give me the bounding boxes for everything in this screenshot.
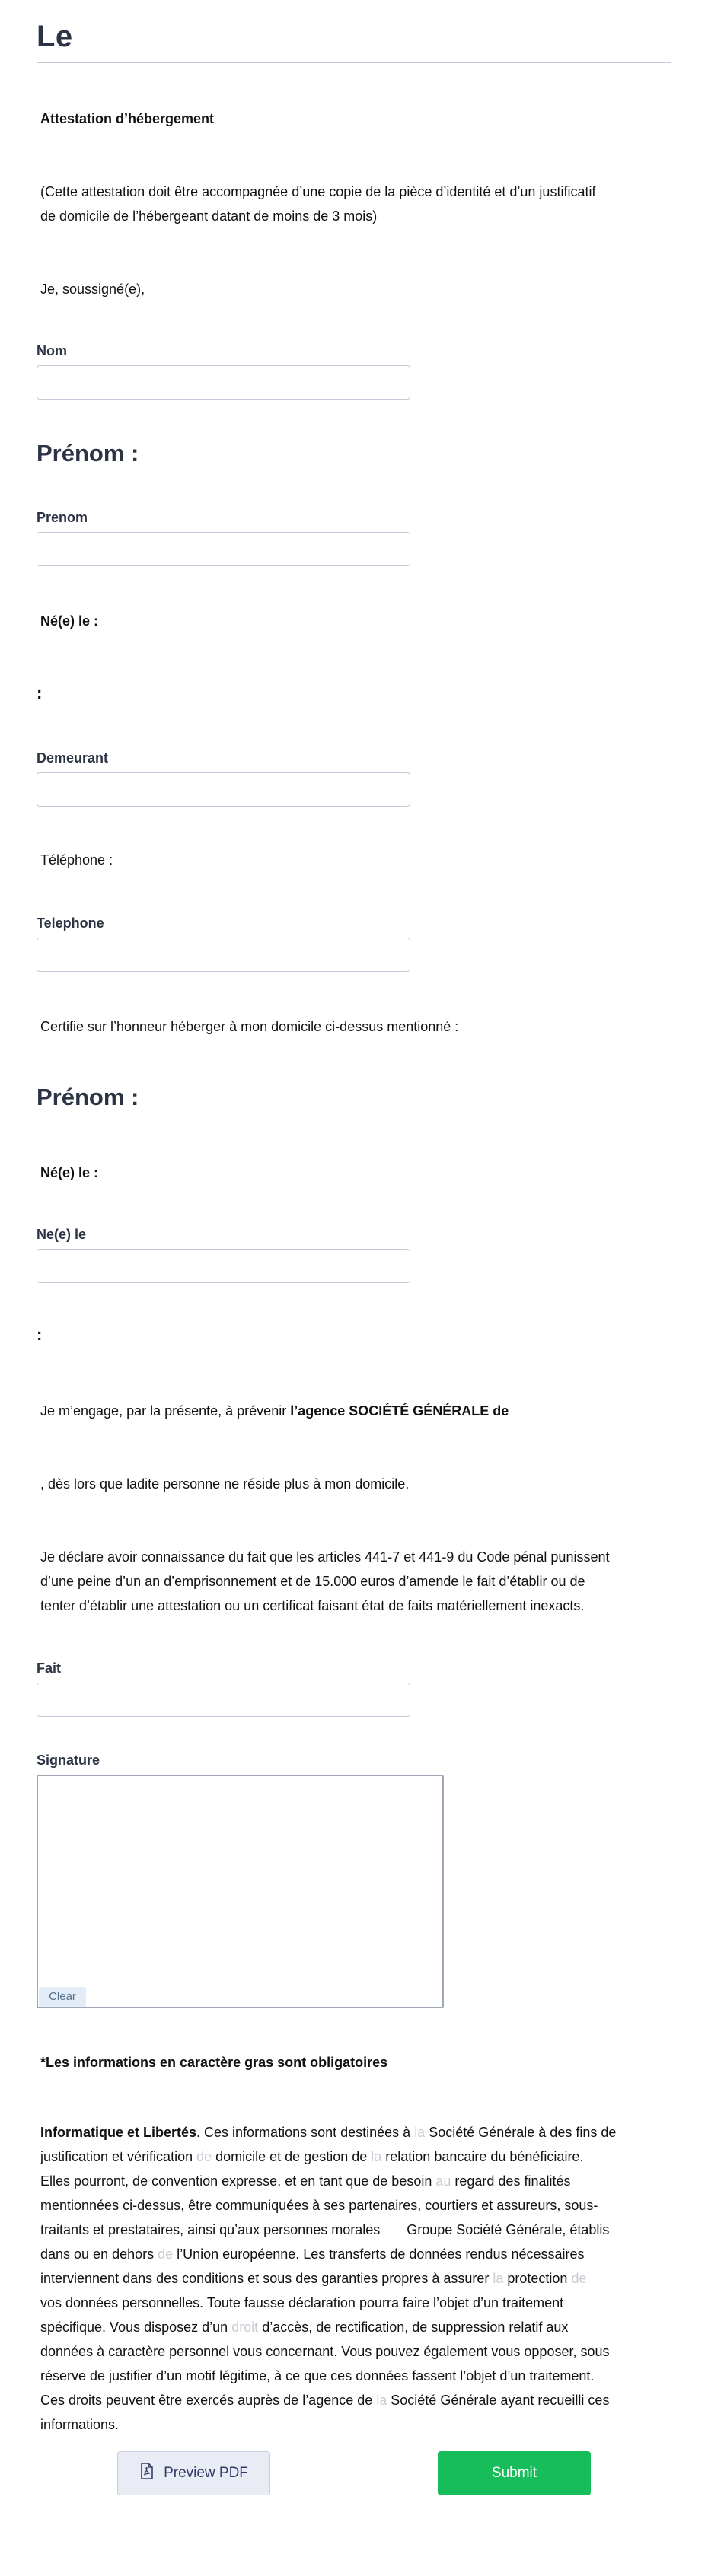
legal-title: Informatique et Libertés [40, 2125, 197, 2140]
legal-faint: la [414, 2125, 426, 2140]
preview-pdf-button[interactable] [117, 2451, 270, 2495]
legal-text: Elles pourront, de convention expresse, et en tant que de besoin [40, 2173, 436, 2189]
nom-input[interactable] [37, 365, 410, 400]
legal-text: l’Union européenne. Les transferts de données rendus nécessaires [173, 2246, 585, 2262]
legal-text: Ces droits peuvent être exercés auprès de l’agence de [40, 2393, 377, 2408]
fait-label: Fait [37, 1661, 62, 1676]
declare-line-1: Je déclare avoir connaissance du fait que les articles 441-7 et 441-9 du Code pénal punissent [40, 1549, 610, 1565]
legal-line [40, 2145, 672, 2169]
title-divider [37, 62, 671, 63]
legal-text: justification et vérification [40, 2149, 197, 2164]
telephone-label: Telephone [37, 915, 104, 931]
nee-input[interactable] [37, 1249, 410, 1283]
preview-pdf-label: Preview PDF [164, 2465, 248, 2481]
legal-text: spécifique. Vous disposez d’un [40, 2320, 232, 2335]
clear-signature-button[interactable]: Clear [39, 1987, 86, 2007]
legal-line: réserve de justifier d’un motif légitime, à ce que ces données fassent l’objet d’un traitement. [40, 2368, 595, 2383]
engage-prefix: Je m’engage, par la présente, à prévenir [40, 1403, 291, 1419]
legal-line: données à caractère personnel vous concernant. Vous pouvez également vous opposer, sous [40, 2344, 610, 2359]
legal-line [40, 2242, 672, 2266]
nom-label: Nom [37, 343, 67, 358]
legal-text: dans ou en dehors [40, 2246, 158, 2262]
legal-line [40, 2120, 672, 2145]
declare-line-3: tenter d’établir une attestation ou un certificat faisant état de faits matériellement inexacts. [40, 1598, 585, 1613]
certifie-text: Certifie sur l’honneur héberger à mon domicile ci-dessus mentionné : [40, 1019, 459, 1034]
prenom-heading: Prénom : [37, 440, 139, 466]
fait-input[interactable] [37, 1683, 410, 1717]
legal-line [40, 2315, 672, 2339]
legal-text: d’accès, de rectification, de suppression relatif aux [258, 2320, 569, 2335]
colon-text: : [37, 683, 43, 702]
legal-text: Société Générale à des fins de [425, 2125, 617, 2140]
pdf-document-icon [139, 2463, 155, 2484]
attestation-heading: Attestation d’hébergement [40, 111, 215, 126]
legal-faint: de [571, 2271, 587, 2286]
demeurant-label: Demeurant [37, 750, 109, 766]
legal-faint: la [493, 2271, 504, 2286]
legal-text: . Ces informations sont destinées à [196, 2125, 415, 2140]
legal-line [40, 2266, 672, 2291]
legal-text: interviennent dans des conditions et sous des garanties propres à assurer [40, 2271, 493, 2286]
legal-text: relation bancaire du bénéficiaire. [381, 2149, 584, 2164]
nee-label: Ne(e) le [37, 1227, 87, 1242]
prenom-heading-2: Prénom : [37, 1084, 139, 1110]
legal-text: regard des finalités [451, 2173, 571, 2189]
prenom-input[interactable] [37, 532, 410, 566]
submit-button[interactable]: Submit [438, 2451, 591, 2495]
legal-line: informations. [40, 2417, 120, 2432]
legal-text: domicile et de gestion de [212, 2149, 372, 2164]
legal-line [40, 2169, 672, 2193]
legal-line: vos données personnelles. Toute fausse déclaration pourra faire l’objet d’un traitement [40, 2295, 564, 2310]
legal-faint: de [196, 2149, 212, 2164]
legal-faint: de [158, 2246, 174, 2262]
colon-text-2: : [37, 1325, 43, 1344]
telephone-text: Téléphone : [40, 852, 113, 868]
soussigne-text: Je, soussigné(e), [40, 282, 145, 297]
prenom-label: Prenom [37, 510, 88, 525]
nee-le-text-2: Né(e) le : [40, 1165, 99, 1180]
note-line-1: (Cette attestation doit être accompagnée d’une copie de la pièce d’identité et d’un justificatif [40, 184, 596, 199]
legal-line: traitants et prestataires, ainsi qu’aux personnes morales Groupe Société Générale, établis [40, 2222, 610, 2237]
form-title: Le [37, 20, 73, 53]
legal-text: protection [503, 2271, 572, 2286]
legal-faint: la [376, 2393, 387, 2408]
nee-le-text: Né(e) le : [40, 613, 99, 629]
legal-notice [40, 2120, 672, 2437]
telephone-input[interactable] [37, 938, 410, 972]
signature-label: Signature [37, 1753, 100, 1768]
declare-line-2: d’une peine d’un an d’emprisonnement et de 15.000 euros d’amende le fait d’établir ou de [40, 1574, 585, 1589]
legal-line [40, 2388, 672, 2412]
note-line-2: de domicile de l’hébergeant datant de moins de 3 mois) [40, 209, 378, 224]
legal-line: mentionnées ci-dessus, être communiquées à ses partenaires, courtiers et assureurs, sous- [40, 2198, 598, 2213]
legal-text: Société Générale ayant recueilli ces [387, 2393, 610, 2408]
demeurant-input[interactable] [37, 772, 410, 807]
legal-faint: droit [231, 2320, 259, 2335]
engage-text [40, 1399, 665, 1423]
des-lors-text: , dès lors que ladite personne ne réside plus à mon domicile. [40, 1476, 410, 1492]
legal-faint: au [435, 2173, 451, 2189]
mandatory-note: *Les informations en caractère gras sont obligatoires [40, 2055, 388, 2070]
legal-faint: la [371, 2149, 382, 2164]
signature-pad[interactable] [37, 1775, 444, 2008]
engage-agency: l’agence SOCIÉTÉ GÉNÉRALE de [290, 1403, 509, 1419]
